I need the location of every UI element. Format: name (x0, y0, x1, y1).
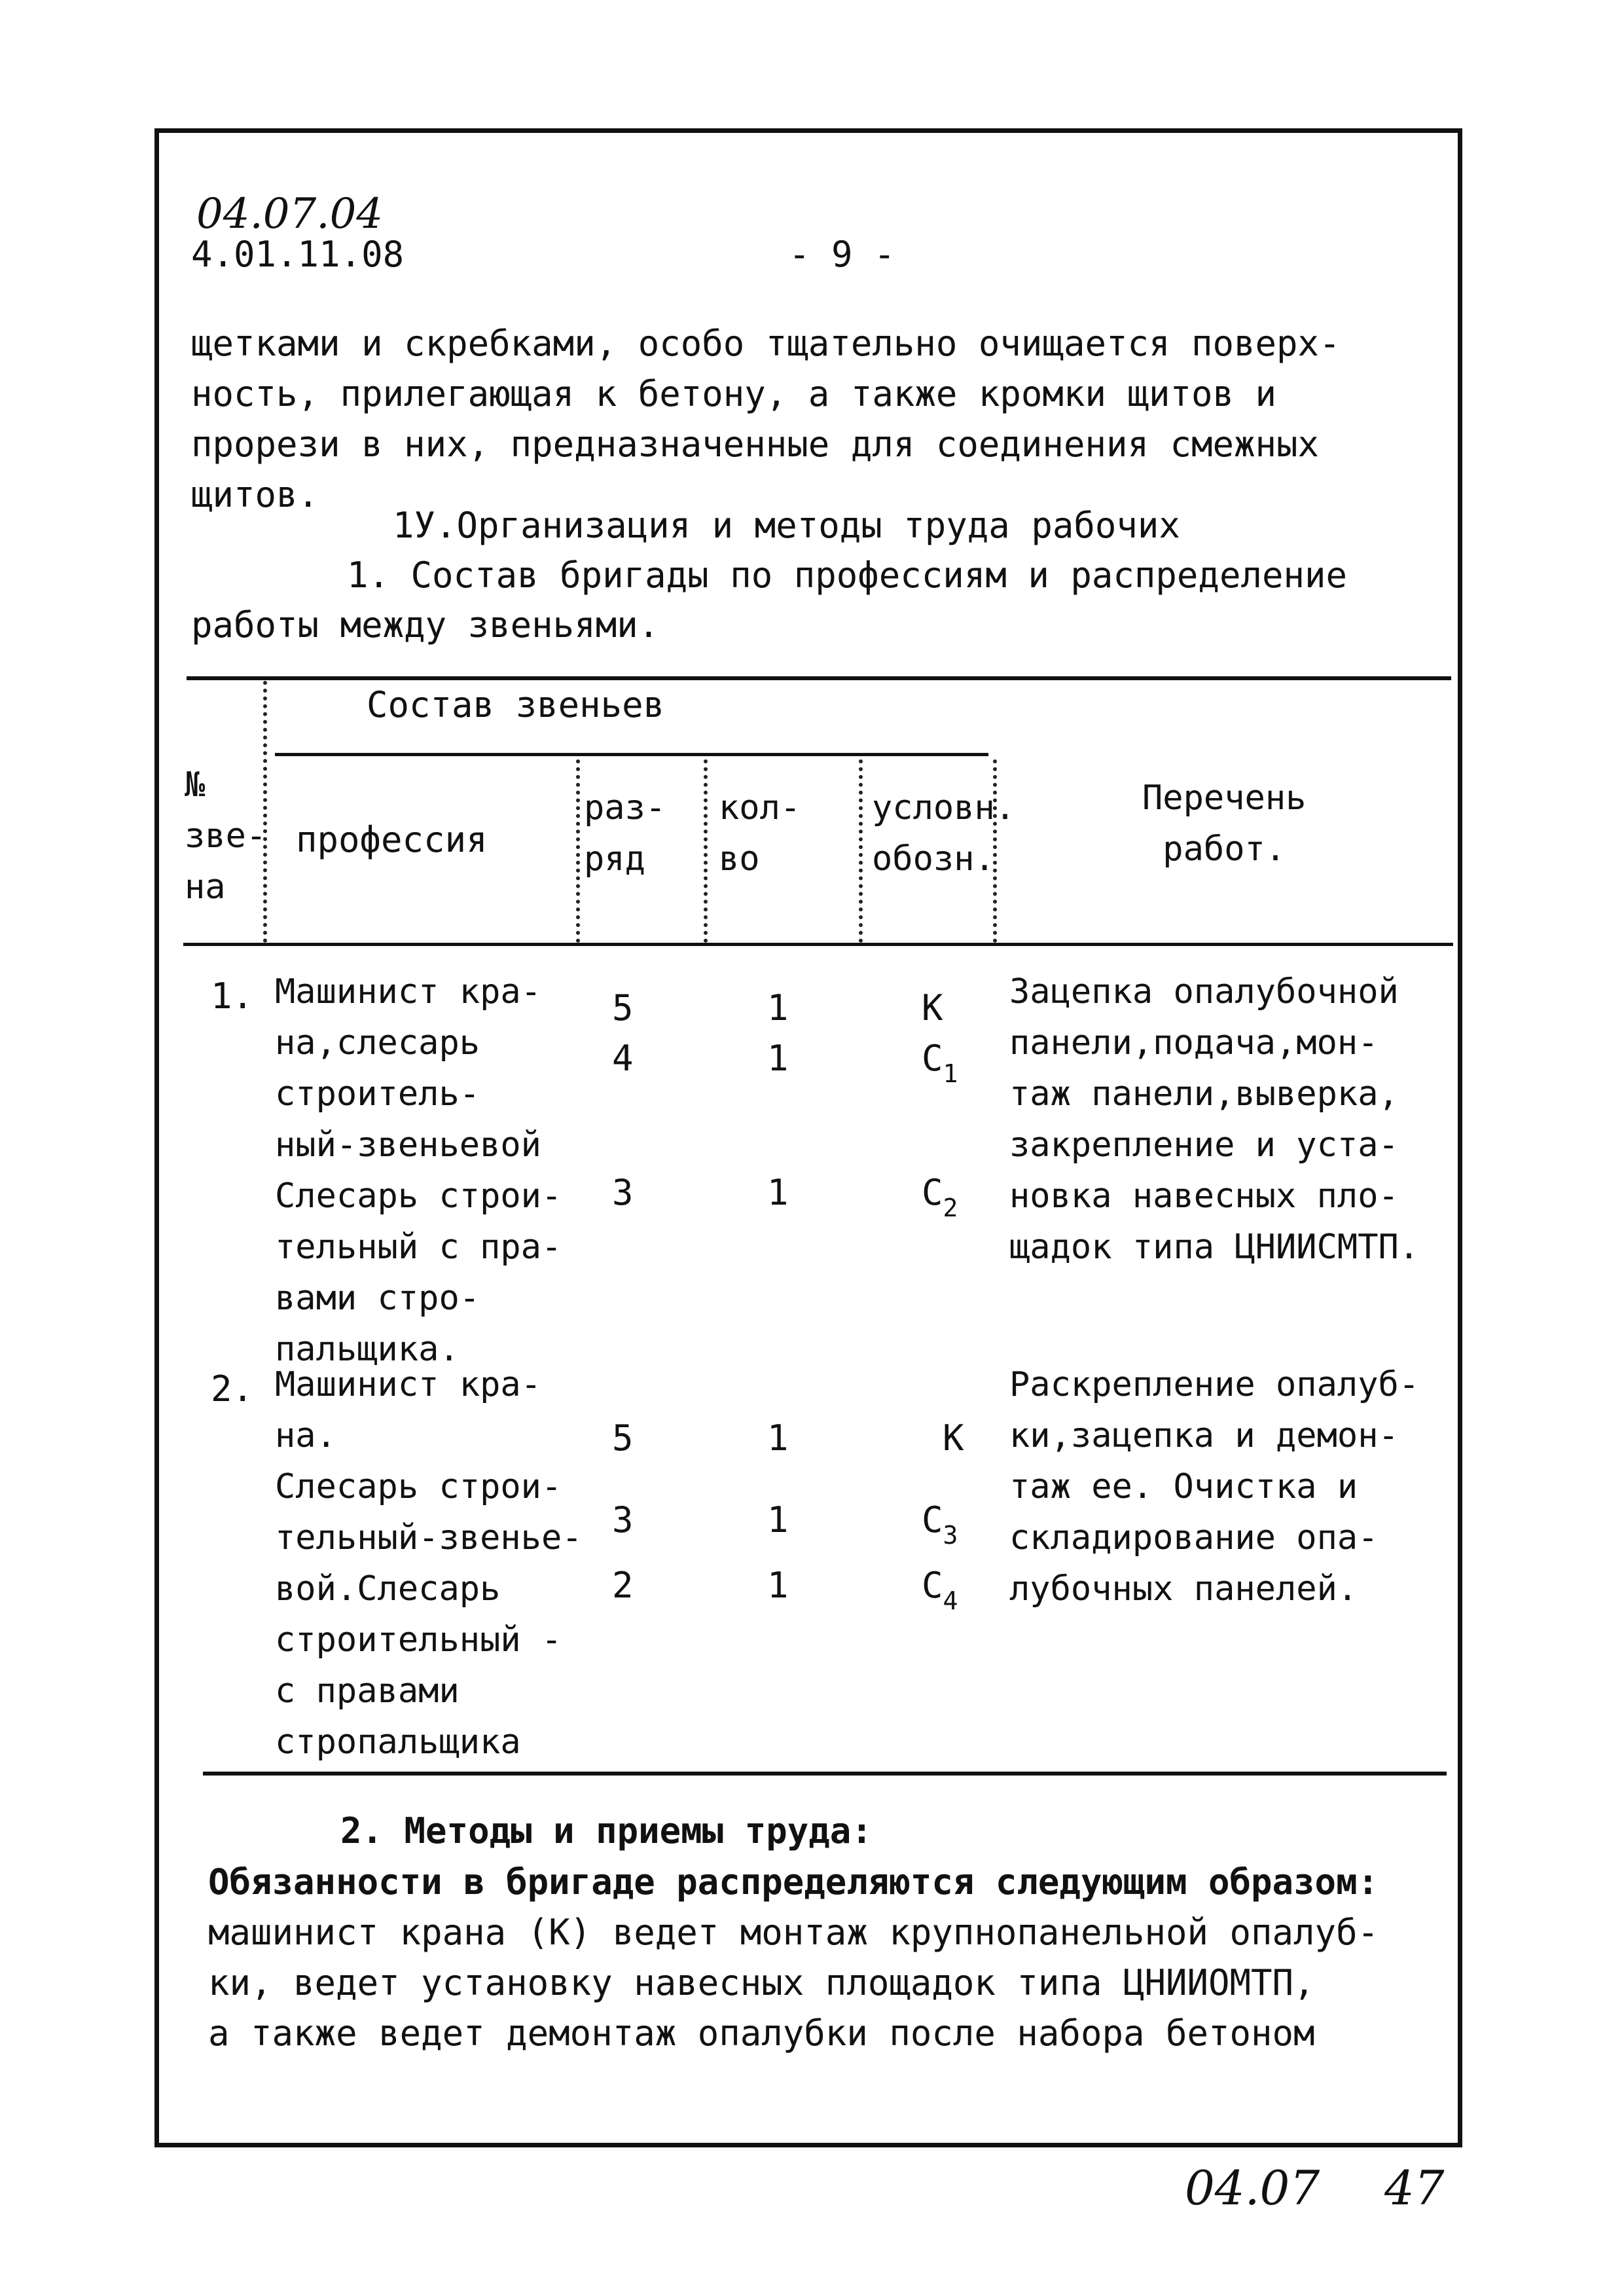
row-1-count: 1 (767, 1038, 789, 1079)
row-1-grade: 4 (612, 1038, 634, 1079)
header-num: № зве- на (185, 765, 267, 907)
intro-line: прорези в них, предназначенные для соединения смежных (191, 424, 1320, 465)
intro-line: щитов. (191, 474, 319, 515)
row-1-grade: 3 (612, 1172, 634, 1213)
intro-line: щетками и скребками, особо тщательно очищается поверх- (191, 323, 1341, 364)
header-symbol: условн. обозн. (872, 788, 1016, 879)
row-2-count: 1 (767, 1499, 789, 1540)
row-2-symbol: К (943, 1417, 964, 1459)
group-header: Состав звеньев (367, 684, 665, 725)
subsection-2-title: 2. Методы и приемы труда: (340, 1810, 873, 1851)
subsection-2-line: Обязанности в бригаде распределяются следующим образом: (208, 1861, 1379, 1903)
table-bottom-rule (203, 1772, 1447, 1776)
col-separator (859, 759, 863, 943)
page-number: - 9 - (789, 234, 895, 275)
row-2-grade: 5 (612, 1417, 634, 1459)
row-1-count: 1 (767, 987, 789, 1029)
subsection-2-line: машинист крана (К) ведет монтаж крупнопанельной опалуб- (208, 1912, 1379, 1953)
row-2-symbol: $С_3$ (922, 1499, 958, 1550)
row-1-profession: Машинист кра- на,слесарь строитель- ный-звеньевой Слесарь строи- тельный с пра- вами стро- пальщика. (275, 972, 562, 1369)
col-separator (704, 759, 708, 943)
intro-line: ность, прилегающая к бетону, а также кромки щитов и (191, 373, 1277, 414)
row-1-symbol: К (922, 987, 943, 1029)
row-2-works: Раскрепление опалуб- ки,зацепка и демон- таж ее. Очистка и складирование опа- лубочных панелей. (1009, 1365, 1420, 1609)
row-1-num: 1. (211, 975, 254, 1017)
subsection-1-line: работы между звеньями. (191, 604, 660, 646)
row-2-grade: 3 (612, 1499, 634, 1540)
row-2-num: 2. (211, 1368, 254, 1410)
subsection-2-line: а также ведет демонтаж опалубки после набора бетоном (208, 2013, 1315, 2054)
row-1-grade: 5 (612, 987, 634, 1029)
row-2-count: 1 (767, 1417, 789, 1459)
doc-code: 4.01.11.08 (191, 234, 405, 275)
row-1-works: Зацепка опалубочной панели,подача,мон- таж панели,выверка, закрепление и уста- новка навесных пло- щадок типа ЦНИИСМТП. (1009, 972, 1420, 1267)
subsection-2-line: ки, ведет установку навесных площадок типа ЦНИИОМТП, (208, 1962, 1315, 2003)
col-separator (576, 759, 580, 943)
row-2-symbol: $С_4$ (922, 1565, 958, 1615)
header-count: кол- во (719, 788, 801, 879)
handwritten-code: 04.07.04 (196, 190, 383, 238)
row-1-symbol: $С_2$ (922, 1172, 958, 1222)
section-title: 1У.Организация и методы труда рабочих (393, 505, 1180, 546)
subsection-1-line: 1. Состав бригады по профессиям и распределение (347, 555, 1348, 596)
header-bottom-rule (183, 943, 1453, 946)
header-grade: раз- ряд (584, 788, 666, 879)
footer-page: 47 (1384, 2160, 1445, 2215)
table-top-rule (187, 676, 1451, 680)
row-2-profession: Машинист кра- на. Слесарь строи- тельный-звенье- вой.Слесарь строительный - с правами стропальщика (275, 1365, 583, 1762)
row-2-grade: 2 (612, 1565, 634, 1606)
group-header-rule (275, 753, 988, 756)
row-2-count: 1 (767, 1565, 789, 1606)
row-1-symbol: $С_1$ (922, 1038, 958, 1088)
row-1-count: 1 (767, 1172, 789, 1213)
footer-code: 04.07 (1185, 2160, 1320, 2215)
header-profession: профессия (296, 819, 488, 860)
header-works: Перечень работ. (1142, 778, 1307, 869)
